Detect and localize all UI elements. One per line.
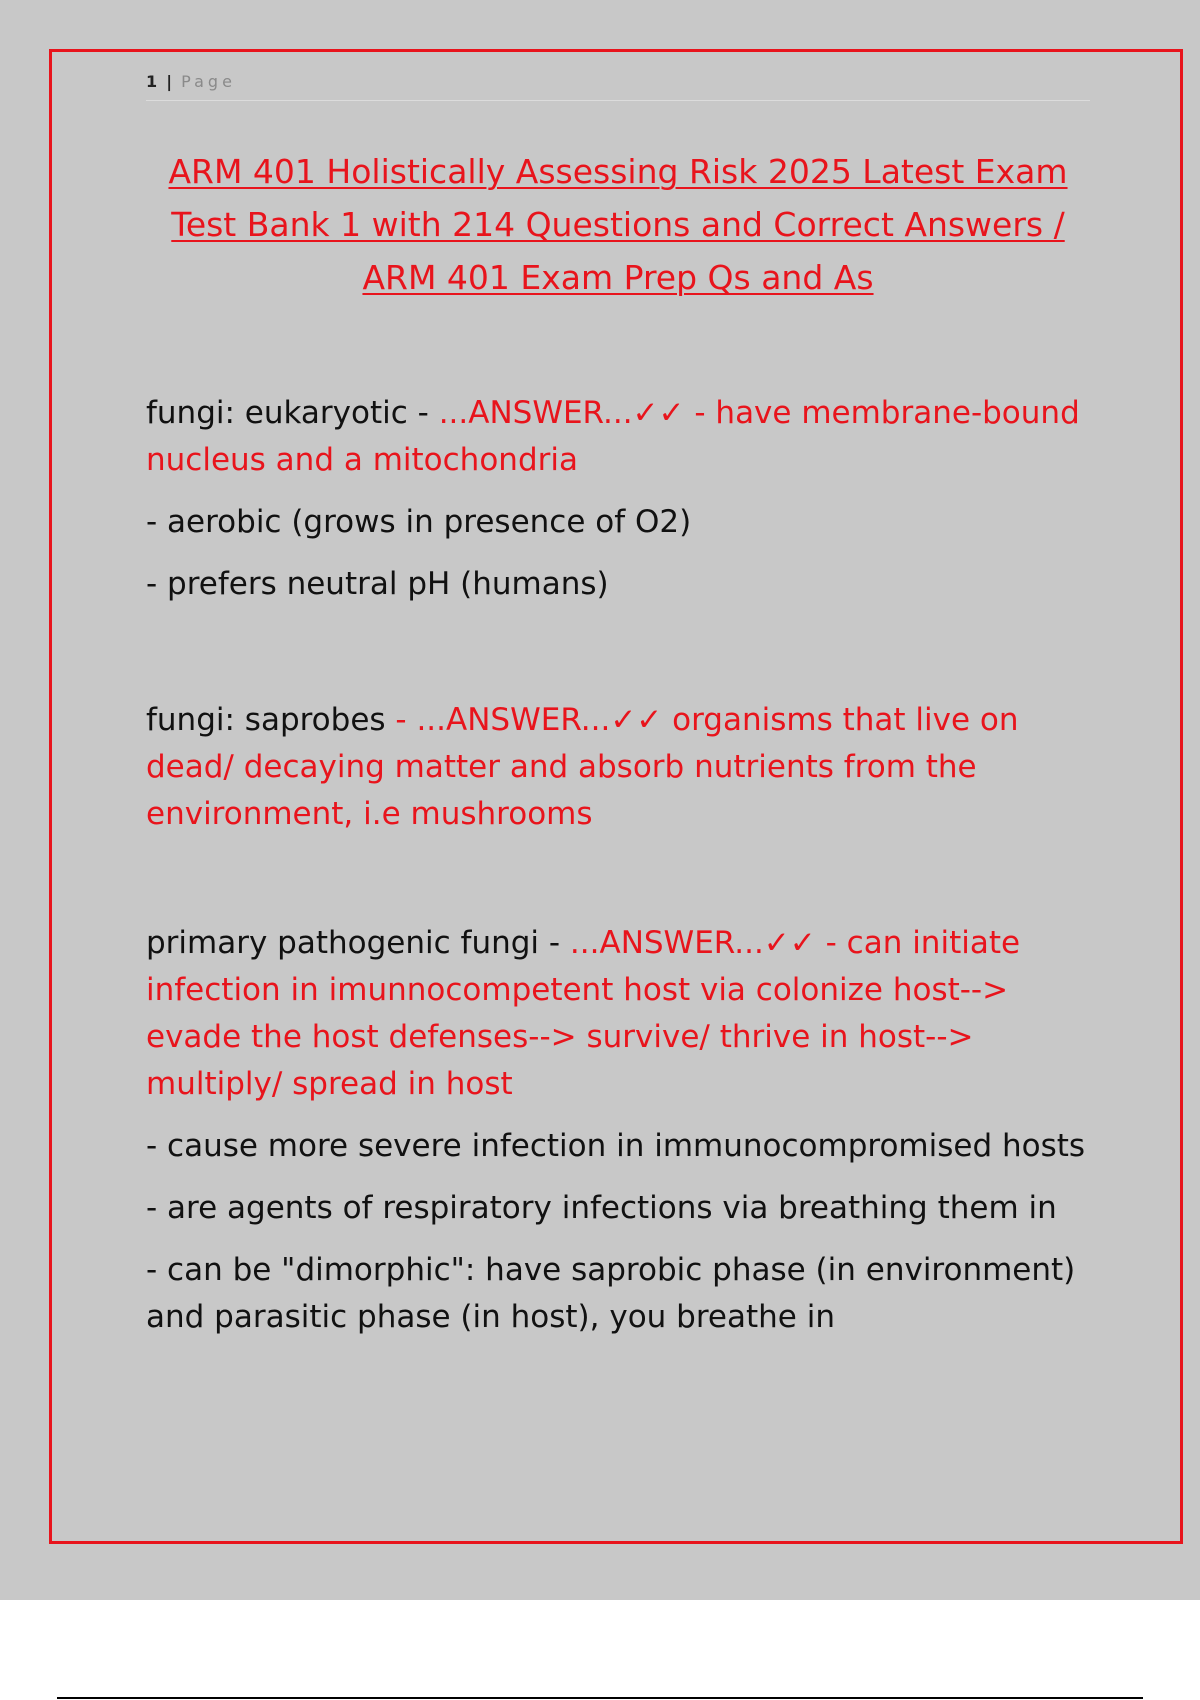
document-title: ARM 401 Holistically Assessing Risk 2025 Latest Exam Test Bank 1 with 214 Questions and Correct Answers / ARM 401 Exam Prep Qs and As (168, 152, 1068, 297)
answer-marker: - ...ANSWER...✓✓ (385, 702, 673, 738)
entry-bullet: - prefers neutral pH (humans) (146, 566, 609, 602)
entry-bullet: - cause more severe infection in immunocompromised hosts (146, 1128, 1086, 1164)
answer-marker: ...ANSWER...✓✓ (438, 395, 695, 431)
page-separator: | (166, 72, 173, 91)
entry-question (146, 697, 1090, 838)
entry-term: fungi: saprobes (146, 702, 386, 738)
page-label: Page (181, 72, 236, 91)
entry-question (146, 920, 1090, 1108)
page-number: 1 (146, 72, 158, 91)
answer-marker: ...ANSWER...✓✓ (569, 925, 826, 961)
bottom-rule (57, 1697, 1143, 1699)
entry-answer: - have membrane-bound nucleus and a mitochondria (146, 395, 1080, 478)
qa-entry (146, 697, 1090, 838)
entry-answer: - can initiate infection in imunnocompetent host via colonize host--> evade the host defenses--> survive/ thrive in host--> multiply/ spread in host (146, 925, 1021, 1102)
entry-answer: organisms that live on dead/ decaying matter and absorb nutrients from the environment, i.e mushrooms (146, 702, 1019, 832)
entry-bullet: - aerobic (grows in presence of O2) (146, 504, 692, 540)
entry-question (146, 390, 1090, 484)
entry-term: primary pathogenic fungi - (146, 925, 570, 961)
page-header (146, 72, 1090, 101)
qa-entry (146, 390, 1090, 608)
entry-bullet: - are agents of respiratory infections via breathing them in (146, 1190, 1057, 1226)
entry-term: fungi: eukaryotic - (146, 395, 439, 431)
qa-entry (146, 920, 1090, 1341)
entry-bullet: - can be "dimorphic": have saprobic phase (in environment) and parasitic phase (in host), you breathe in (146, 1252, 1076, 1335)
